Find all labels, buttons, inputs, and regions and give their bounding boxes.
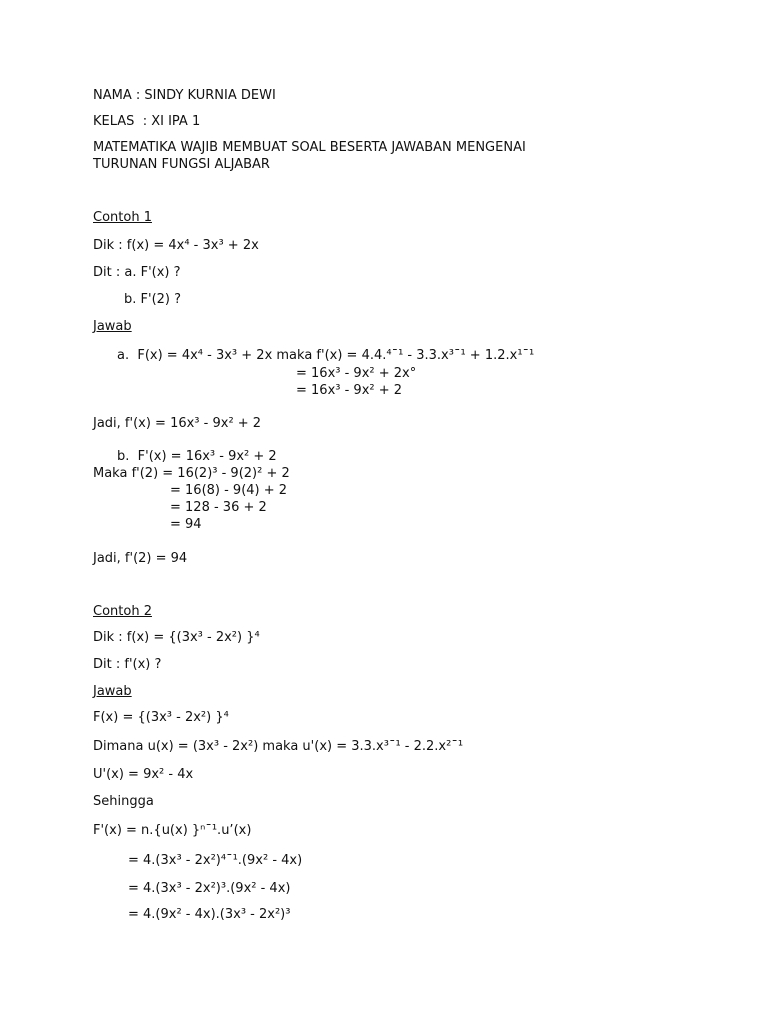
example2-step3: U'(x) = 9x² - 4x: [93, 767, 194, 782]
example2-answer-heading: Jawab: [93, 684, 132, 699]
example2-step4: Sehingga: [93, 794, 154, 809]
assignment-title-line1: MATEMATIKA WAJIB MEMBUAT SOAL BESERTA JAWABAN MENGENAI: [93, 140, 526, 155]
example1-given: Dik : f(x) = 4x⁴ - 3x³ + 2x: [93, 238, 259, 253]
assignment-title-line2: TURUNAN FUNGSI ALJABAR: [93, 157, 270, 172]
example1-b-step2: Maka f'(2) = 16(2)³ - 9(2)² + 2: [93, 466, 290, 481]
example1-a-step3: = 16x³ - 9x² + 2: [296, 383, 403, 398]
example1-answer-heading: Jawab: [93, 319, 132, 334]
example1-b-step4: = 128 - 36 + 2: [170, 500, 267, 515]
example2-heading: Contoh 2: [93, 604, 152, 619]
example2-step5: F'(x) = n.{u(x) }ⁿ¯¹.u’(x): [93, 823, 252, 838]
example1-a-conclusion: Jadi, f'(x) = 16x³ - 9x² + 2: [93, 416, 262, 431]
example1-b-conclusion: Jadi, f'(2) = 94: [93, 551, 188, 566]
example1-heading: Contoh 1: [93, 210, 152, 225]
example2-step2: Dimana u(x) = (3x³ - 2x²) maka u'(x) = 3.3.x³¯¹ - 2.2.x²¯¹: [93, 739, 464, 754]
student-class: KELAS : XI IPA 1: [93, 114, 201, 129]
example1-a-step1: a. F(x) = 4x⁴ - 3x³ + 2x maka f'(x) = 4.4.⁴¯¹ - 3.3.x³¯¹ + 1.2.x¹¯¹: [117, 348, 535, 363]
example2-step6: = 4.(3x³ - 2x²)⁴¯¹.(9x² - 4x): [128, 853, 303, 868]
example1-a-step2: = 16x³ - 9x² + 2x°: [296, 366, 417, 381]
example2-given: Dik : f(x) = {(3x³ - 2x²) }⁴: [93, 630, 260, 645]
student-name: NAMA : SINDY KURNIA DEWI: [93, 88, 276, 103]
example1-b-step5: = 94: [170, 517, 202, 532]
example2-step1: F(x) = {(3x³ - 2x²) }⁴: [93, 710, 229, 725]
example2-step7: = 4.(3x³ - 2x²)³.(9x² - 4x): [128, 881, 291, 896]
example1-b-step3: = 16(8) - 9(4) + 2: [170, 483, 288, 498]
example1-b-step1: b. F'(x) = 16x³ - 9x² + 2: [117, 449, 277, 464]
example1-asked-b: b. F'(2) ?: [124, 292, 182, 307]
example1-asked-a: Dit : a. F'(x) ?: [93, 265, 181, 280]
example2-step8: = 4.(9x² - 4x).(3x³ - 2x²)³: [128, 907, 291, 922]
example2-asked: Dit : f'(x) ?: [93, 657, 162, 672]
